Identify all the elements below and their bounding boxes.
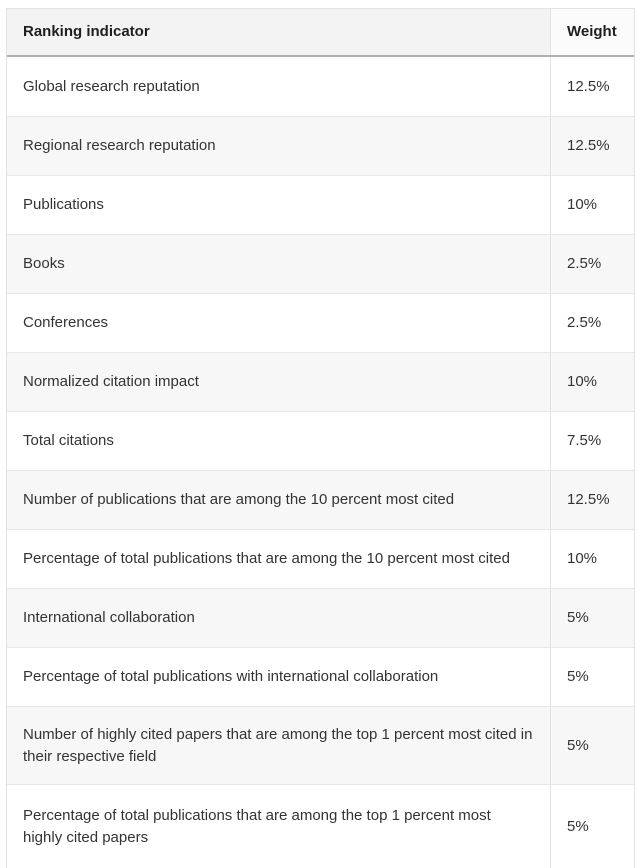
table-row [7, 352, 634, 411]
weight-cell: 2.5% [567, 314, 602, 331]
weight-cell: 12.5% [567, 491, 610, 508]
table-row [7, 293, 634, 352]
weight-cell: 10% [567, 550, 598, 567]
table-row [7, 706, 634, 784]
indicator-cell: Percentage of total publications that are among the 10 percent most cited [7, 530, 551, 588]
weight-cell: 12.5% [567, 77, 610, 95]
indicator-cell: Total citations [7, 412, 551, 470]
table-row [7, 116, 634, 175]
table-row [7, 411, 634, 470]
header-ranking-indicator: Ranking indicator [7, 9, 551, 55]
table-row [7, 57, 634, 116]
table-header-row [7, 9, 634, 57]
weight-cell: 10% [567, 373, 598, 390]
weight-cell: 10% [567, 196, 598, 213]
weight-cell: 2.5% [567, 255, 602, 272]
indicator-cell: Publications [7, 176, 551, 234]
indicator-cell: Percentage of total publications that are among the top 1 percent most highly cited papers [7, 785, 551, 868]
weight-cell: 5% [567, 817, 589, 835]
indicator-cell: Percentage of total publications with international collaboration [7, 648, 551, 706]
weight-cell: 5% [567, 668, 589, 685]
indicator-cell: Conferences [7, 294, 551, 352]
weight-cell: 5% [567, 609, 589, 626]
indicator-cell: Global research reputation [7, 57, 551, 116]
indicator-cell: Normalized citation impact [7, 353, 551, 411]
indicator-cell: International collaboration [7, 589, 551, 647]
weight-cell: 5% [567, 736, 589, 754]
weight-cell: 12.5% [567, 137, 610, 154]
table-row [7, 234, 634, 293]
table-row [7, 588, 634, 647]
table-row [7, 647, 634, 706]
table-row [7, 529, 634, 588]
indicator-cell: Regional research reputation [7, 117, 551, 175]
header-weight: Weight [551, 9, 634, 55]
indicator-cell: Number of publications that are among the 10 percent most cited [7, 471, 551, 529]
indicator-cell: Number of highly cited papers that are among the top 1 percent most cited in their respective field [7, 707, 551, 784]
table-row [7, 175, 634, 234]
table-row [7, 470, 634, 529]
indicator-cell: Books [7, 235, 551, 293]
weight-cell: 7.5% [567, 432, 602, 449]
ranking-weights-table [6, 8, 635, 868]
table-row [7, 784, 634, 868]
